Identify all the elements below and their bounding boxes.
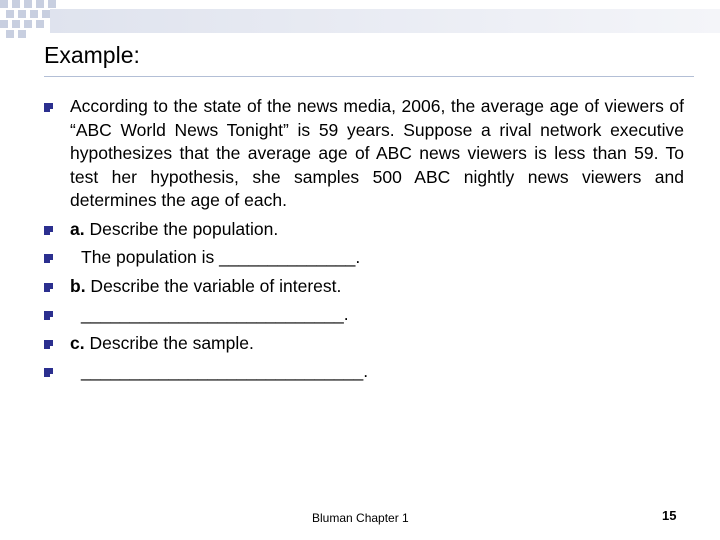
bullet-lead: a. xyxy=(70,218,85,239)
list-item xyxy=(44,303,684,327)
bullet-list xyxy=(44,95,684,384)
bullet-text: Describe the variable of interest. xyxy=(85,275,342,296)
bullet-text: Describe the sample. xyxy=(84,332,254,353)
list-item xyxy=(44,360,684,384)
bullet-text: The population is ______________. xyxy=(81,247,361,267)
bullet-lead: c. xyxy=(70,332,85,353)
list-item xyxy=(44,332,684,356)
slide-title: Example: xyxy=(44,42,140,68)
footer-text: Bluman Chapter 1 xyxy=(312,511,409,525)
page-number: 15 xyxy=(662,508,677,523)
bullet-text: ___________________________. xyxy=(81,304,349,324)
bullet-text: According to the state of the news media, 2006, the average age of viewers of “ABC World News Tonight” is 59 years. Suppose a rival network executive hypothesizes that the average age of ABC news viewers is less than 59. To test her hypothesis, she samples 500 ABC nightly news viewers and determines the age of each. xyxy=(70,96,684,210)
bullet-lead: b. xyxy=(70,275,86,296)
square-bullet-icon xyxy=(44,103,53,112)
title-divider xyxy=(44,76,694,77)
list-item xyxy=(44,218,684,242)
square-bullet-icon xyxy=(44,226,53,235)
list-item xyxy=(44,95,684,213)
square-bullet-icon xyxy=(44,368,53,377)
bullet-text: _____________________________. xyxy=(81,361,369,381)
square-bullet-icon xyxy=(44,283,53,292)
square-bullet-icon xyxy=(44,254,53,263)
list-item xyxy=(44,246,684,270)
header-decoration xyxy=(0,0,720,40)
square-bullet-icon xyxy=(44,311,53,320)
list-item xyxy=(44,275,684,299)
bullet-text: Describe the population. xyxy=(84,218,279,239)
square-bullet-icon xyxy=(44,340,53,349)
